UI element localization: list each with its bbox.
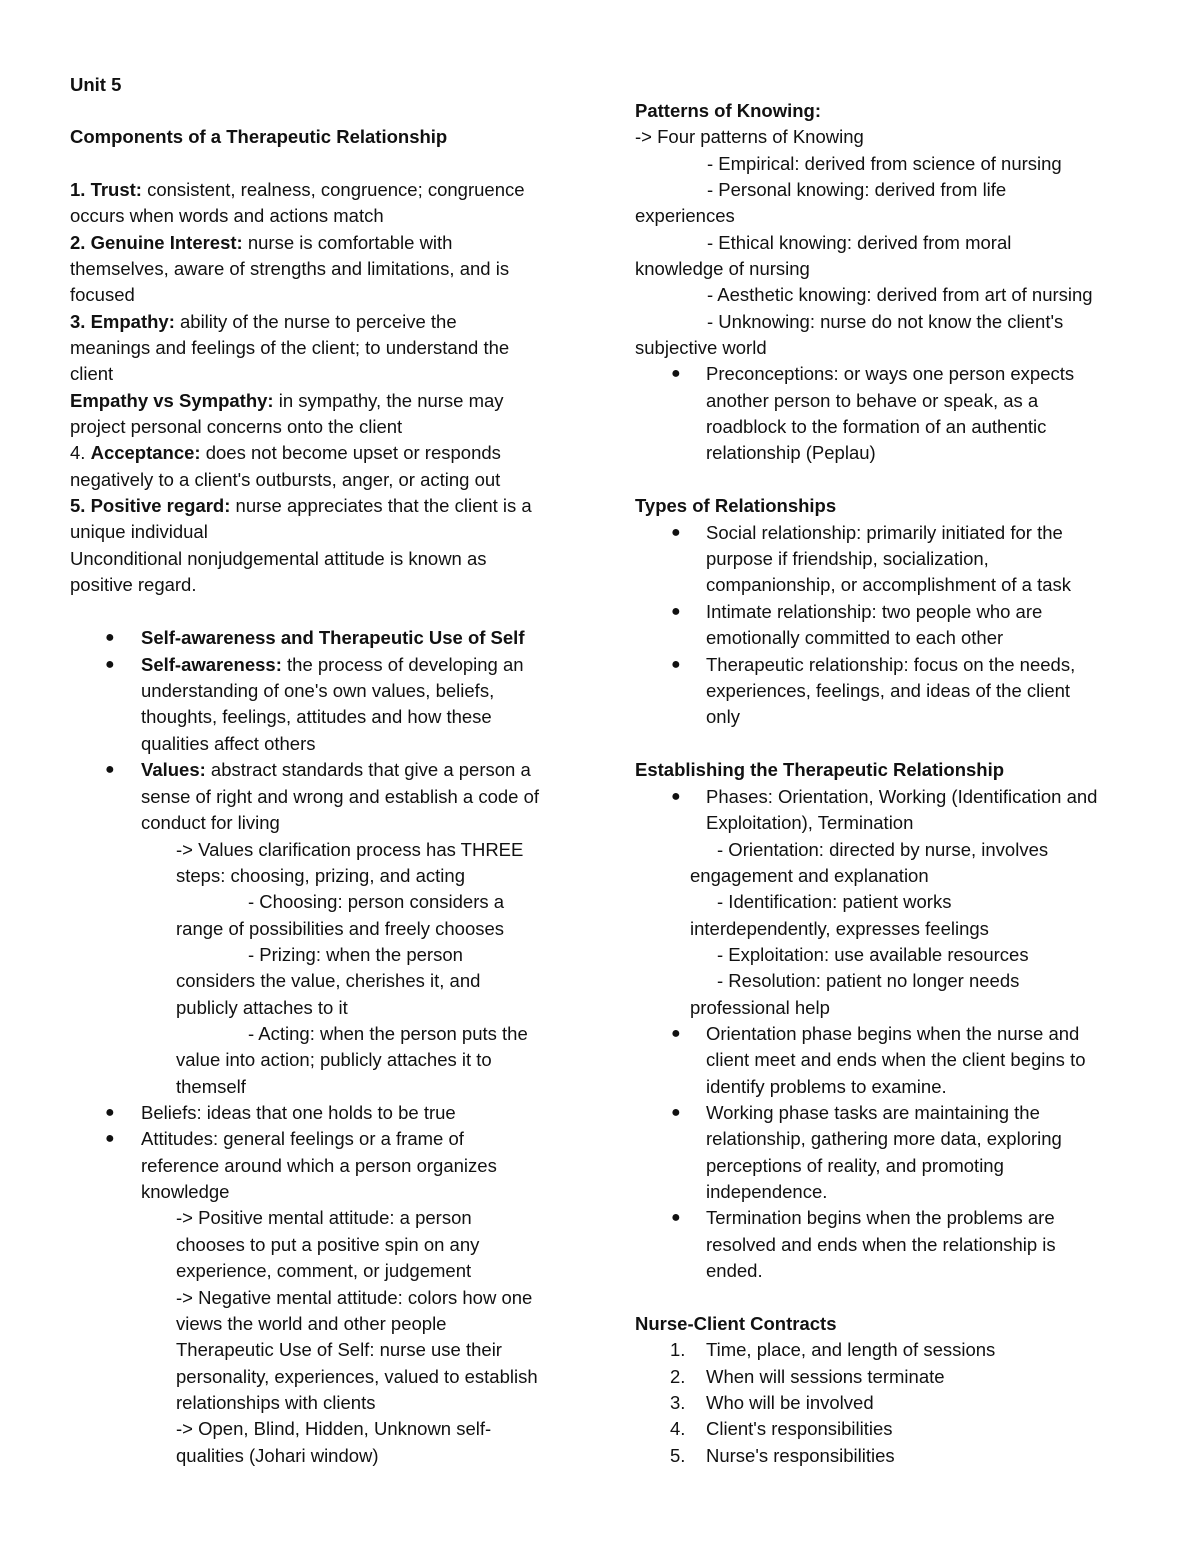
list-item-number: 2. bbox=[670, 1366, 686, 1387]
self-awareness-text: the process of developing an bbox=[281, 654, 524, 675]
establishing-heading: Establishing the Therapeutic Relationship bbox=[635, 759, 1005, 780]
text-line: Therapeutic Use of Self: nurse use their bbox=[176, 1339, 502, 1360]
text-line: another person to behave or speak, as a bbox=[706, 390, 1039, 411]
text-line: purpose if friendship, socialization, bbox=[706, 548, 989, 569]
text-line: engagement and explanation bbox=[690, 865, 929, 886]
acceptance-num: 4. bbox=[70, 442, 91, 463]
values-line bbox=[141, 757, 531, 783]
text-line: conduct for living bbox=[141, 812, 280, 833]
text-line: considers the value, cherishes it, and bbox=[176, 970, 481, 991]
trust-line bbox=[70, 177, 525, 203]
text-line: - Choosing: person considers a bbox=[248, 891, 505, 912]
text-line: interdependently, expresses feelings bbox=[690, 918, 989, 939]
text-line: - Acting: when the person puts the bbox=[248, 1023, 528, 1044]
bullet-icon: ● bbox=[105, 761, 115, 778]
acceptance-label: Acceptance: bbox=[90, 442, 201, 463]
list-item: Time, place, and length of sessions bbox=[706, 1339, 996, 1360]
bullet-icon: ● bbox=[671, 1104, 681, 1121]
text-line: occurs when words and actions match bbox=[70, 205, 384, 226]
text-line: client bbox=[70, 363, 114, 384]
text-line: focused bbox=[70, 284, 135, 305]
regard-line bbox=[70, 493, 532, 519]
text-line: - Prizing: when the person bbox=[248, 944, 463, 965]
text-line: knowledge bbox=[141, 1181, 230, 1202]
text-line: Therapeutic relationship: focus on the needs, bbox=[706, 654, 1076, 675]
trust-text: consistent, realness, congruence; congruence bbox=[141, 179, 525, 200]
trust-label: 1. Trust: bbox=[70, 179, 142, 200]
text-line: - Resolution: patient no longer needs bbox=[717, 970, 1020, 991]
genuine-text: nurse is comfortable with bbox=[242, 232, 453, 253]
text-line: knowledge of nursing bbox=[635, 258, 810, 279]
text-line: thoughts, feelings, attitudes and how these bbox=[141, 706, 492, 727]
empathy-label: 3. Empathy: bbox=[70, 311, 175, 332]
unit-title: Unit 5 bbox=[70, 74, 122, 95]
text-line: Working phase tasks are maintaining the bbox=[706, 1102, 1040, 1123]
list-item-number: 5. bbox=[670, 1445, 686, 1466]
text-line: qualities (Johari window) bbox=[176, 1445, 379, 1466]
text-line: Beliefs: ideas that one holds to be true bbox=[141, 1102, 456, 1123]
text-line: emotionally committed to each other bbox=[706, 627, 1004, 648]
components-heading: Components of a Therapeutic Relationship bbox=[70, 126, 448, 147]
self-awareness-label: Self-awareness: bbox=[141, 654, 282, 675]
bullet-icon: ● bbox=[105, 1104, 115, 1121]
text-line: negatively to a client's outbursts, anger, or acting out bbox=[70, 469, 501, 490]
text-line: steps: choosing, prizing, and acting bbox=[176, 865, 465, 886]
text-line: only bbox=[706, 706, 740, 727]
text-line: experience, comment, or judgement bbox=[176, 1260, 472, 1281]
text-line: meanings and feelings of the client; to understand the bbox=[70, 337, 510, 358]
evs-text: in sympathy, the nurse may bbox=[273, 390, 504, 411]
list-item: Who will be involved bbox=[706, 1392, 874, 1413]
text-line: unique individual bbox=[70, 521, 208, 542]
text-line: -> Open, Blind, Hidden, Unknown self- bbox=[176, 1418, 492, 1439]
text-line: client meet and ends when the client begins to bbox=[706, 1049, 1086, 1070]
empathy-text: ability of the nurse to perceive the bbox=[174, 311, 457, 332]
text-line: - Unknowing: nurse do not know the client's bbox=[707, 311, 1064, 332]
text-line: relationship (Peplau) bbox=[706, 442, 876, 463]
text-line: Exploitation), Termination bbox=[706, 812, 914, 833]
text-line: publicly attaches to it bbox=[176, 997, 348, 1018]
text-line: - Identification: patient works bbox=[717, 891, 952, 912]
list-item: When will sessions terminate bbox=[706, 1366, 945, 1387]
text-line: experiences bbox=[635, 205, 735, 226]
text-line: subjective world bbox=[635, 337, 767, 358]
values-label: Values: bbox=[141, 759, 206, 780]
text-line: chooses to put a positive spin on any bbox=[176, 1234, 480, 1255]
text-line: themself bbox=[176, 1076, 246, 1097]
bullet-icon: ● bbox=[105, 656, 115, 673]
text-line: Intimate relationship: two people who are bbox=[706, 601, 1043, 622]
text-line: themselves, aware of strengths and limitations, and is bbox=[70, 258, 510, 279]
bullet-icon: ● bbox=[671, 788, 681, 805]
text-line: positive regard. bbox=[70, 574, 197, 595]
text-line: project personal concerns onto the client bbox=[70, 416, 403, 437]
text-line: roadblock to the formation of an authentic bbox=[706, 416, 1047, 437]
text-line: Social relationship: primarily initiated for the bbox=[706, 522, 1063, 543]
text-line: value into action; publicly attaches it to bbox=[176, 1049, 492, 1070]
genuine-label: 2. Genuine Interest: bbox=[70, 232, 243, 253]
text-line: sense of right and wrong and establish a code of bbox=[141, 786, 540, 807]
self-awareness-line bbox=[141, 652, 524, 678]
text-line: Attitudes: general feelings or a frame of bbox=[141, 1128, 464, 1149]
text-line: companionship, or accomplishment of a task bbox=[706, 574, 1072, 595]
text-line: experiences, feelings, and ideas of the client bbox=[706, 680, 1071, 701]
text-line: independence. bbox=[706, 1181, 828, 1202]
contracts-heading: Nurse-Client Contracts bbox=[635, 1313, 837, 1334]
text-line: range of possibilities and freely chooses bbox=[176, 918, 505, 939]
text-line: Preconceptions: or ways one person expects bbox=[706, 363, 1075, 384]
bullet-icon: ● bbox=[105, 1130, 115, 1147]
text-line: relationship, gathering more data, exploring bbox=[706, 1128, 1062, 1149]
values-text: abstract standards that give a person a bbox=[205, 759, 531, 780]
text-line: Orientation phase begins when the nurse and bbox=[706, 1023, 1080, 1044]
genuine-line bbox=[70, 230, 452, 256]
list-item: Client's responsibilities bbox=[706, 1418, 893, 1439]
bullet-icon: ● bbox=[671, 1025, 681, 1042]
text-line: perceptions of reality, and promoting bbox=[706, 1155, 1004, 1176]
text-line: understanding of one's own values, beliefs, bbox=[141, 680, 495, 701]
text-line: resolved and ends when the relationship is bbox=[706, 1234, 1056, 1255]
acceptance-line bbox=[70, 440, 501, 466]
text-line: - Empirical: derived from science of nursing bbox=[707, 153, 1062, 174]
list-item-number: 4. bbox=[670, 1418, 686, 1439]
list-item-number: 3. bbox=[670, 1392, 686, 1413]
bullet-icon: ● bbox=[671, 1209, 681, 1226]
text-line: - Personal knowing: derived from life bbox=[707, 179, 1007, 200]
text-line: identify problems to examine. bbox=[706, 1076, 947, 1097]
text-line: -> Four patterns of Knowing bbox=[635, 126, 864, 147]
acceptance-text: does not become upset or responds bbox=[200, 442, 501, 463]
bullet-icon: ● bbox=[105, 629, 115, 646]
bullet-icon: ● bbox=[671, 365, 681, 382]
evs-label: Empathy vs Sympathy: bbox=[70, 390, 274, 411]
text-line: - Orientation: directed by nurse, involves bbox=[717, 839, 1049, 860]
text-line: Phases: Orientation, Working (Identification and bbox=[706, 786, 1098, 807]
bullet-icon: ● bbox=[671, 656, 681, 673]
empathy-vs-sympathy-line bbox=[70, 388, 504, 414]
types-heading: Types of Relationships bbox=[635, 495, 837, 516]
text-line: ended. bbox=[706, 1260, 763, 1281]
self-awareness-heading: Self-awareness and Therapeutic Use of Self bbox=[141, 627, 525, 648]
empathy-line bbox=[70, 309, 457, 335]
text-line: professional help bbox=[690, 997, 830, 1018]
text-line: - Aesthetic knowing: derived from art of nursing bbox=[707, 284, 1093, 305]
regard-text: nurse appreciates that the client is a bbox=[230, 495, 532, 516]
text-line: - Ethical knowing: derived from moral bbox=[707, 232, 1012, 253]
text-line: relationships with clients bbox=[176, 1392, 376, 1413]
text-line: Unconditional nonjudgemental attitude is known as bbox=[70, 548, 487, 569]
text-line: - Exploitation: use available resources bbox=[717, 944, 1029, 965]
regard-label: 5. Positive regard: bbox=[70, 495, 231, 516]
patterns-heading: Patterns of Knowing: bbox=[635, 100, 822, 121]
text-line: qualities affect others bbox=[141, 733, 316, 754]
list-item-number: 1. bbox=[670, 1339, 686, 1360]
text-line: personality, experiences, valued to establish bbox=[176, 1366, 538, 1387]
bullet-icon: ● bbox=[671, 603, 681, 620]
text-line: Termination begins when the problems are bbox=[706, 1207, 1055, 1228]
text-line: -> Positive mental attitude: a person bbox=[176, 1207, 472, 1228]
text-line: -> Negative mental attitude: colors how one bbox=[176, 1287, 533, 1308]
list-item: Nurse's responsibilities bbox=[706, 1445, 895, 1466]
text-line: -> Values clarification process has THREE bbox=[176, 839, 524, 860]
text-line: reference around which a person organizes bbox=[141, 1155, 497, 1176]
bullet-icon: ● bbox=[671, 524, 681, 541]
text-line: views the world and other people bbox=[176, 1313, 447, 1334]
